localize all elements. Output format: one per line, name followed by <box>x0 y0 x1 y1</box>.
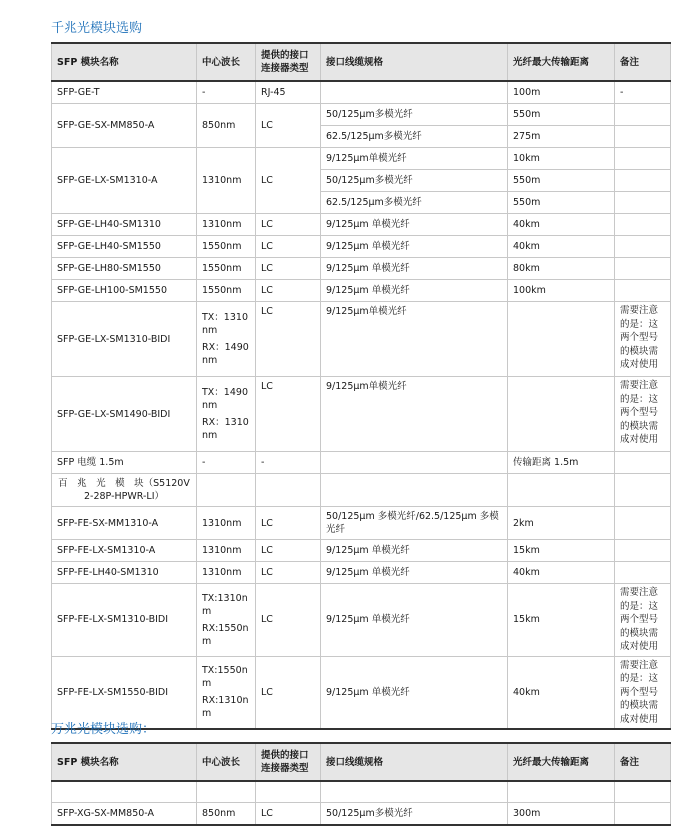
ten-gigabit-section-title: 万兆光模块选购： <box>51 722 156 737</box>
table-row <box>52 104 671 126</box>
wavelength-tx: TX:1310nm <box>202 592 248 617</box>
cell-distance: 550m <box>508 170 615 192</box>
cell-distance: 40km <box>508 656 615 729</box>
cell-cable: 62.5/125μm多模光纤 <box>321 192 508 214</box>
cell-cable: 9/125μm 单模光纤 <box>321 280 508 302</box>
empty-cell <box>52 781 197 803</box>
cell-connector: LC <box>256 236 321 258</box>
table-row <box>52 258 671 280</box>
cell-note: 需要注意的是：这两个型号的模块需成对使用 <box>615 584 671 657</box>
cell-connector: LC <box>256 584 321 657</box>
table-header-row <box>52 43 671 81</box>
cell-note <box>615 192 671 214</box>
cell-cable: 9/125μm 单模光纤 <box>321 258 508 280</box>
cell-wavelength: - <box>197 452 256 474</box>
cell-name: SFP-GE-LH40-SM1310 <box>52 214 197 236</box>
cell-note <box>615 126 671 148</box>
cell-name: SFP-FE-SX-MM1310-A <box>52 507 197 540</box>
cell-connector: - <box>256 452 321 474</box>
cell-cable: 50/125μm 多模光纤/62.5/125μm 多模光纤 <box>321 507 508 540</box>
cell-note <box>615 540 671 562</box>
cell-connector: LC <box>256 104 321 148</box>
cell-distance: 550m <box>508 104 615 126</box>
cell-note: 需要注意的是：这两个型号的模块需成对使用 <box>615 302 671 377</box>
header-cable-spec: 接口线缆规格 <box>321 743 508 781</box>
cell-wavelength <box>197 474 256 507</box>
cell-distance: 传输距离 1.5m <box>508 452 615 474</box>
wavelength-tx: TX:1550nm <box>202 665 248 690</box>
cell-cable: 9/125μm单模光纤 <box>321 302 508 377</box>
cell-connector: LC <box>256 258 321 280</box>
cell-connector <box>256 474 321 507</box>
cell-wavelength: 1310nm <box>197 214 256 236</box>
cell-wavelength <box>197 377 256 452</box>
empty-cell <box>615 781 671 803</box>
header-max-distance: 光纤最大传输距离 <box>508 43 615 81</box>
ten-gigabit-module-table <box>51 742 671 826</box>
table-header-row <box>52 743 671 781</box>
cell-note <box>615 104 671 126</box>
empty-cell <box>256 781 321 803</box>
cell-connector: LC <box>256 562 321 584</box>
cell-connector: LC <box>256 214 321 236</box>
wavelength-rx: RX:1550nm <box>202 622 249 647</box>
cell-connector: LC <box>256 280 321 302</box>
header-remarks: 备注 <box>615 743 671 781</box>
cell-name: SFP-GE-T <box>52 81 197 104</box>
cell-wavelength: 850nm <box>197 803 256 826</box>
cell-distance <box>508 377 615 452</box>
cell-distance: 550m <box>508 192 615 214</box>
cell-note <box>615 803 671 826</box>
cell-distance <box>508 302 615 377</box>
cell-distance: 40km <box>508 236 615 258</box>
cell-connector: LC <box>256 540 321 562</box>
cell-wavelength: 1310nm <box>197 540 256 562</box>
cell-cable: 9/125μm 单模光纤 <box>321 236 508 258</box>
table-row <box>52 562 671 584</box>
cell-note <box>615 214 671 236</box>
cell-name: SFP-GE-LH80-SM1550 <box>52 258 197 280</box>
cell-cable: 9/125μm 单模光纤 <box>321 562 508 584</box>
header-connector-type: 提供的接口连接器类型 <box>256 743 321 781</box>
wavelength-rx: RX：1490nm <box>202 342 249 366</box>
cell-note <box>615 562 671 584</box>
cell-distance: 300m <box>508 803 615 826</box>
wavelength-tx: TX：1490nm <box>202 387 248 411</box>
cell-name: SFP-FE-LX-SM1310-A <box>52 540 197 562</box>
table-row <box>52 214 671 236</box>
cell-distance: 40km <box>508 214 615 236</box>
header-connector-type: 提供的接口连接器类型 <box>256 43 321 81</box>
cell-cable: 50/125μm多模光纤 <box>321 104 508 126</box>
table-row <box>52 81 671 104</box>
table-row <box>52 280 671 302</box>
table-row <box>52 507 671 540</box>
cell-note <box>615 452 671 474</box>
cell-distance: 275m <box>508 126 615 148</box>
cell-name: SFP-GE-LX-SM1310-A <box>52 148 197 214</box>
cell-note: 需要注意的是：这两个型号的模块需成对使用 <box>615 377 671 452</box>
cell-name: SFP-FE-LH40-SM1310 <box>52 562 197 584</box>
cell-distance: 100km <box>508 280 615 302</box>
cell-wavelength: 1310nm <box>197 562 256 584</box>
wavelength-tx: TX：1310nm <box>202 312 248 336</box>
cell-distance: 15km <box>508 540 615 562</box>
cell-note <box>615 148 671 170</box>
cell-cable: 50/125μm多模光纤 <box>321 170 508 192</box>
cell-connector: LC <box>256 656 321 729</box>
cell-cable: 62.5/125μm多模光纤 <box>321 126 508 148</box>
cell-cable <box>321 474 508 507</box>
cell-cable: 9/125μm单模光纤 <box>321 148 508 170</box>
cell-connector: LC <box>256 302 321 377</box>
cell-cable: 9/125μm单模光纤 <box>321 377 508 452</box>
empty-cell <box>321 781 508 803</box>
cell-connector: RJ-45 <box>256 81 321 104</box>
cell-wavelength: - <box>197 81 256 104</box>
table-row <box>52 781 671 803</box>
cell-note: 需要注意的是：这两个型号的模块需成对使用 <box>615 656 671 729</box>
table-row <box>52 803 671 826</box>
table-row <box>52 302 671 377</box>
cell-connector: LC <box>256 803 321 826</box>
cell-name: SFP-GE-LX-SM1310-BIDI <box>52 302 197 377</box>
cell-wavelength: 850nm <box>197 104 256 148</box>
cell-name: SFP-XG-SX-MM850-A <box>52 803 197 826</box>
cell-distance <box>508 474 615 507</box>
cell-wavelength <box>197 656 256 729</box>
cell-cable: 9/125μm 单模光纤 <box>321 584 508 657</box>
cell-name: SFP-GE-SX-MM850-A <box>52 104 197 148</box>
header-center-wavelength: 中心波长 <box>197 743 256 781</box>
cell-connector: LC <box>256 507 321 540</box>
cell-wavelength: 1550nm <box>197 236 256 258</box>
table-row <box>52 452 671 474</box>
cell-note <box>615 170 671 192</box>
cell-note <box>615 258 671 280</box>
cell-cable: 9/125μm 单模光纤 <box>321 656 508 729</box>
cell-wavelength: 1310nm <box>197 148 256 214</box>
table-row <box>52 236 671 258</box>
cell-cable <box>321 452 508 474</box>
cell-wavelength: 1550nm <box>197 280 256 302</box>
cell-note <box>615 280 671 302</box>
cell-cable: 50/125μm多模光纤 <box>321 803 508 826</box>
table-row <box>52 474 671 507</box>
cell-wavelength <box>197 584 256 657</box>
cell-distance: 15km <box>508 584 615 657</box>
gigabit-module-table <box>51 42 671 730</box>
cell-note <box>615 507 671 540</box>
cell-distance: 10km <box>508 148 615 170</box>
cell-cable <box>321 81 508 104</box>
cell-wavelength: 1310nm <box>197 507 256 540</box>
cell-wavelength <box>197 302 256 377</box>
fast-ethernet-section-header: 百 兆 光 模 块（S5120V2-28P-HPWR-LI） <box>52 474 197 507</box>
cell-name: SFP-GE-LH40-SM1550 <box>52 236 197 258</box>
table-row <box>52 584 671 657</box>
cell-name: SFP 电缆 1.5m <box>52 452 197 474</box>
cell-note <box>615 236 671 258</box>
cell-wavelength: 1550nm <box>197 258 256 280</box>
wavelength-rx: RX：1310nm <box>202 417 249 441</box>
header-cable-spec: 接口线缆规格 <box>321 43 508 81</box>
cell-name: SFP-GE-LX-SM1490-BIDI <box>52 377 197 452</box>
cell-name: SFP-FE-LX-SM1550-BIDI <box>52 656 197 729</box>
cell-name: SFP-FE-LX-SM1310-BIDI <box>52 584 197 657</box>
cell-connector: LC <box>256 377 321 452</box>
empty-cell <box>197 781 256 803</box>
cell-cable: 9/125μm 单模光纤 <box>321 540 508 562</box>
empty-cell <box>508 781 615 803</box>
table-row <box>52 377 671 452</box>
table-row <box>52 540 671 562</box>
cell-distance: 100m <box>508 81 615 104</box>
cell-distance: 40km <box>508 562 615 584</box>
cell-distance: 2km <box>508 507 615 540</box>
cell-cable: 9/125μm 单模光纤 <box>321 214 508 236</box>
header-center-wavelength: 中心波长 <box>197 43 256 81</box>
header-max-distance: 光纤最大传输距离 <box>508 743 615 781</box>
cell-connector: LC <box>256 148 321 214</box>
cell-distance: 80km <box>508 258 615 280</box>
cell-note: - <box>615 81 671 104</box>
header-module-name: SFP 模块名称 <box>52 43 197 81</box>
cell-name: SFP-GE-LH100-SM1550 <box>52 280 197 302</box>
header-remarks: 备注 <box>615 43 671 81</box>
gigabit-section-title: 千兆光模块选购 <box>51 21 143 36</box>
wavelength-rx: RX:1310nm <box>202 695 249 720</box>
cell-note <box>615 474 671 507</box>
table-row <box>52 148 671 170</box>
header-module-name: SFP 模块名称 <box>52 743 197 781</box>
